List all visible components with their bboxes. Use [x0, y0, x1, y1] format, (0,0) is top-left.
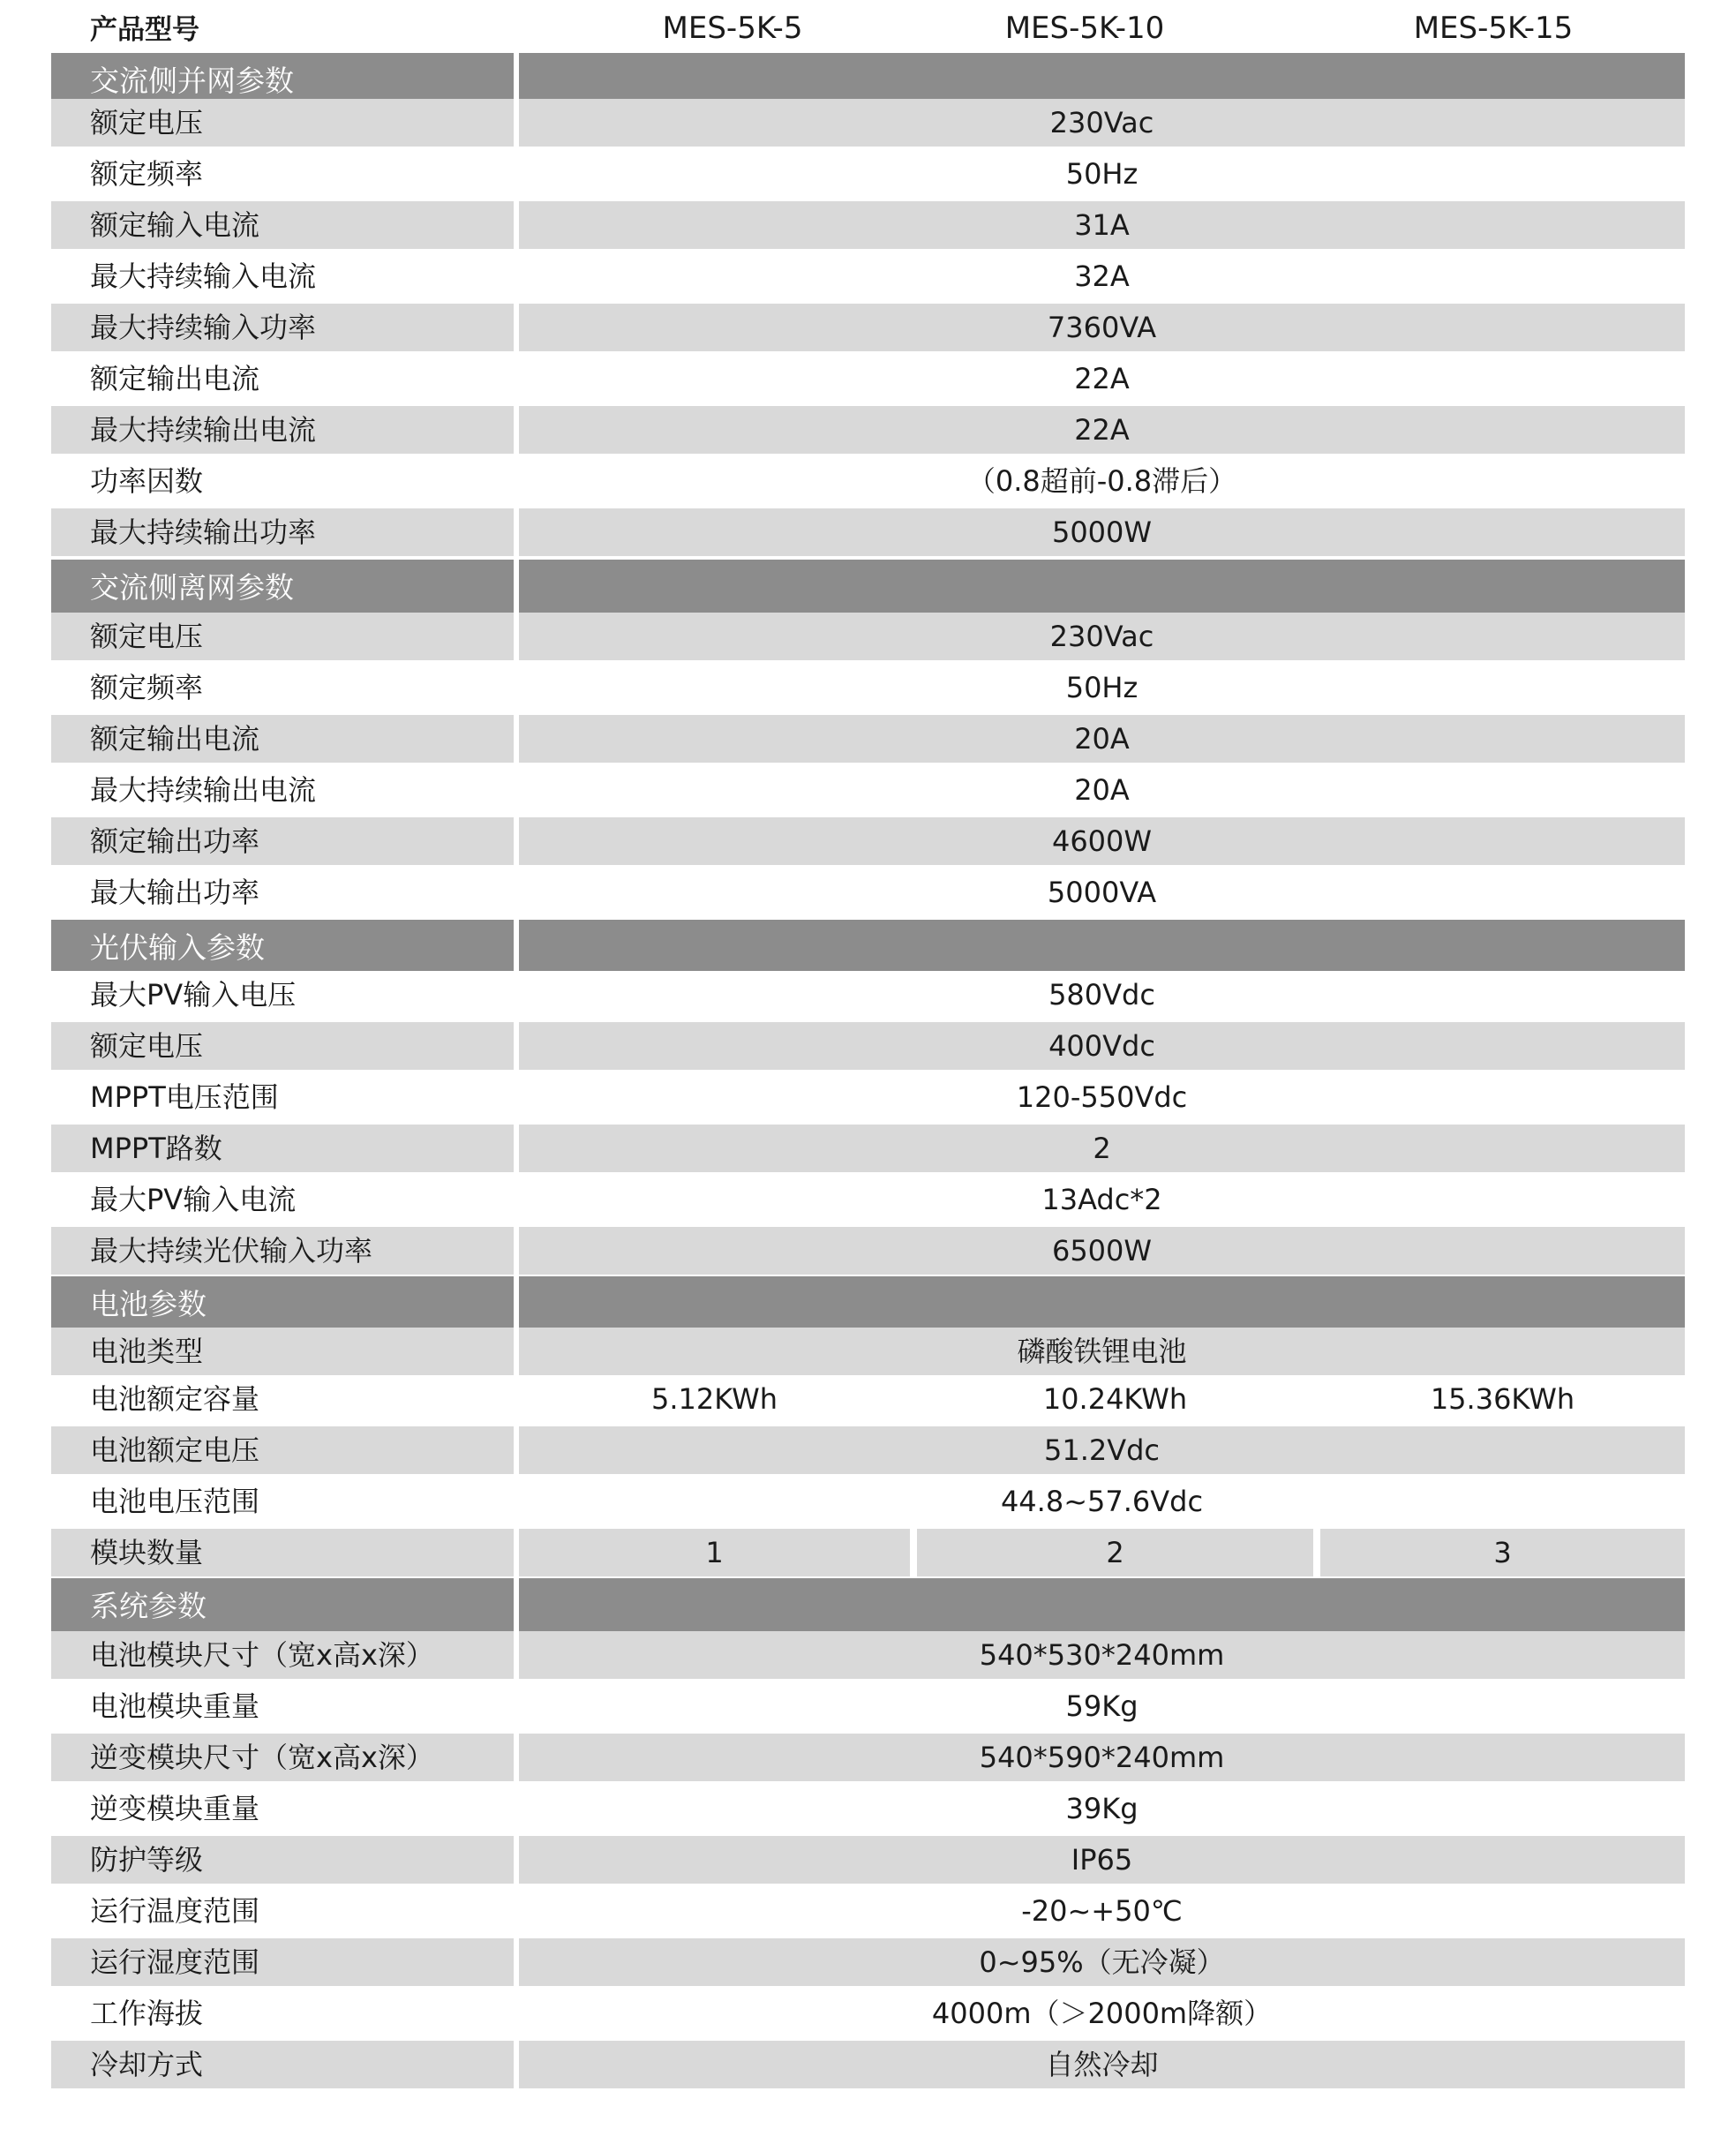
row-value: 5000W	[519, 508, 1685, 556]
row-label: 冷却方式	[51, 2041, 514, 2088]
row-value: 22A	[519, 355, 1685, 402]
row-value: 22A	[519, 406, 1685, 454]
table-row	[51, 1227, 1685, 1275]
row-value: 50Hz	[519, 150, 1685, 198]
row-value: 230Vac	[519, 99, 1685, 147]
section-header	[51, 920, 1685, 976]
row-value: 4000m（＞2000m降额）	[519, 1990, 1685, 2037]
row-value: 磷酸铁锂电池	[519, 1328, 1685, 1375]
row-label: 电池类型	[51, 1328, 514, 1375]
row-label: 额定输出电流	[51, 715, 514, 763]
row-label: 额定电压	[51, 99, 514, 147]
table-row	[51, 1529, 1685, 1576]
row-value: （0.8超前-0.8滞后）	[519, 457, 1685, 505]
table-row	[51, 457, 1685, 505]
table-row	[51, 1022, 1685, 1070]
table-row	[51, 1682, 1685, 1730]
section-bar	[519, 1276, 1685, 1333]
row-value: 6500W	[519, 1227, 1685, 1275]
row-value: 51.2Vdc	[519, 1426, 1685, 1474]
row-value: 540*590*240mm	[519, 1734, 1685, 1781]
section-title: 系统参数	[51, 1578, 514, 1635]
row-value-model-2: 2	[917, 1529, 1313, 1576]
row-value: 5000VA	[519, 869, 1685, 916]
section-title: 光伏输入参数	[51, 920, 514, 976]
table-row	[51, 99, 1685, 147]
table-row	[51, 1176, 1685, 1223]
row-value: IP65	[519, 1836, 1685, 1884]
table-row	[51, 355, 1685, 402]
row-value: 4600W	[519, 817, 1685, 865]
row-value: 自然冷却	[519, 2041, 1685, 2088]
section-header	[51, 1276, 1685, 1333]
row-label: 防护等级	[51, 1836, 514, 1884]
row-value: 50Hz	[519, 664, 1685, 711]
table-row	[51, 406, 1685, 454]
row-label: 最大输出功率	[51, 869, 514, 916]
row-label: 模块数量	[51, 1529, 514, 1576]
row-label: 最大持续输出电流	[51, 766, 514, 814]
table-row	[51, 817, 1685, 865]
row-value: 2	[519, 1125, 1685, 1172]
row-label: 最大持续输入电流	[51, 252, 514, 300]
section-bar	[519, 560, 1685, 616]
table-row	[51, 1073, 1685, 1121]
row-label: 最大持续输入功率	[51, 304, 514, 351]
row-label: 最大PV输入电流	[51, 1176, 514, 1223]
row-value: 32A	[519, 252, 1685, 300]
row-label: 额定频率	[51, 664, 514, 711]
table-row	[51, 1478, 1685, 1525]
row-value-model-1: 5.12KWh	[519, 1375, 910, 1423]
row-label: 电池电压范围	[51, 1478, 514, 1525]
row-label: 最大PV输入电压	[51, 971, 514, 1019]
table-row	[51, 1631, 1685, 1679]
table-row	[51, 150, 1685, 198]
row-value: 20A	[519, 766, 1685, 814]
section-header	[51, 560, 1685, 616]
table-row	[51, 1836, 1685, 1884]
table-row	[51, 715, 1685, 763]
row-label: 运行湿度范围	[51, 1938, 514, 1986]
model-header-label: 产品型号	[90, 14, 199, 46]
section-title: 交流侧并网参数	[51, 53, 514, 109]
row-value: 580Vdc	[519, 971, 1685, 1019]
row-value: -20~+50℃	[519, 1887, 1685, 1935]
table-row	[51, 1328, 1685, 1375]
row-value: 120-550Vdc	[519, 1073, 1685, 1121]
model-column-header: MES-5K-10	[1004, 11, 1165, 46]
row-label: 最大持续输出电流	[51, 406, 514, 454]
row-label: 最大持续光伏输入功率	[51, 1227, 514, 1275]
row-value: 59Kg	[519, 1682, 1685, 1730]
row-value: 7360VA	[519, 304, 1685, 351]
table-row	[51, 1938, 1685, 1986]
table-row	[51, 1375, 1685, 1423]
row-value: 0~95%（无冷凝）	[519, 1938, 1685, 1986]
row-value-model-3: 15.36KWh	[1320, 1375, 1685, 1423]
row-value: 13Adc*2	[519, 1176, 1685, 1223]
row-label: MPPT电压范围	[51, 1073, 514, 1121]
row-label: 电池额定电压	[51, 1426, 514, 1474]
row-label: 额定电压	[51, 1022, 514, 1070]
row-label: 运行温度范围	[51, 1887, 514, 1935]
table-row	[51, 1990, 1685, 2037]
row-label: 额定频率	[51, 150, 514, 198]
row-value: 31A	[519, 201, 1685, 249]
row-label: 额定输出功率	[51, 817, 514, 865]
table-row	[51, 971, 1685, 1019]
row-label: 工作海拔	[51, 1990, 514, 2037]
section-bar	[519, 1578, 1685, 1635]
table-row	[51, 252, 1685, 300]
table-row	[51, 1426, 1685, 1474]
table-row	[51, 664, 1685, 711]
section-header	[51, 1578, 1685, 1635]
table-row	[51, 304, 1685, 351]
row-label: 最大持续输出功率	[51, 508, 514, 556]
row-label: 功率因数	[51, 457, 514, 505]
table-row	[51, 869, 1685, 916]
table-row	[51, 508, 1685, 556]
row-value-model-2: 10.24KWh	[917, 1375, 1313, 1423]
row-label: 额定电压	[51, 613, 514, 660]
section-title: 电池参数	[51, 1276, 514, 1333]
row-label: 电池模块尺寸（宽x高x深）	[51, 1631, 514, 1679]
row-value-model-3: 3	[1320, 1529, 1685, 1576]
row-label: 逆变模块尺寸（宽x高x深）	[51, 1734, 514, 1781]
row-value: 230Vac	[519, 613, 1685, 660]
model-column-header: MES-5K-5	[662, 11, 803, 46]
row-label: MPPT路数	[51, 1125, 514, 1172]
row-value: 540*530*240mm	[519, 1631, 1685, 1679]
table-row	[51, 1734, 1685, 1781]
section-bar	[519, 920, 1685, 976]
row-label: 额定输出电流	[51, 355, 514, 402]
row-value: 39Kg	[519, 1785, 1685, 1832]
section-title: 交流侧离网参数	[51, 560, 514, 616]
table-row	[51, 201, 1685, 249]
row-value: 20A	[519, 715, 1685, 763]
row-label: 电池模块重量	[51, 1682, 514, 1730]
table-header	[51, 0, 1685, 53]
row-label: 电池额定容量	[51, 1375, 514, 1423]
table-row	[51, 1887, 1685, 1935]
row-value-model-1: 1	[519, 1529, 910, 1576]
row-label: 逆变模块重量	[51, 1785, 514, 1832]
row-value: 44.8~57.6Vdc	[519, 1478, 1685, 1525]
table-row	[51, 1785, 1685, 1832]
table-row	[51, 766, 1685, 814]
table-row	[51, 613, 1685, 660]
row-value: 400Vdc	[519, 1022, 1685, 1070]
table-row	[51, 1125, 1685, 1172]
row-label: 额定输入电流	[51, 201, 514, 249]
table-row	[51, 2041, 1685, 2088]
model-column-header: MES-5K-15	[1413, 11, 1574, 46]
